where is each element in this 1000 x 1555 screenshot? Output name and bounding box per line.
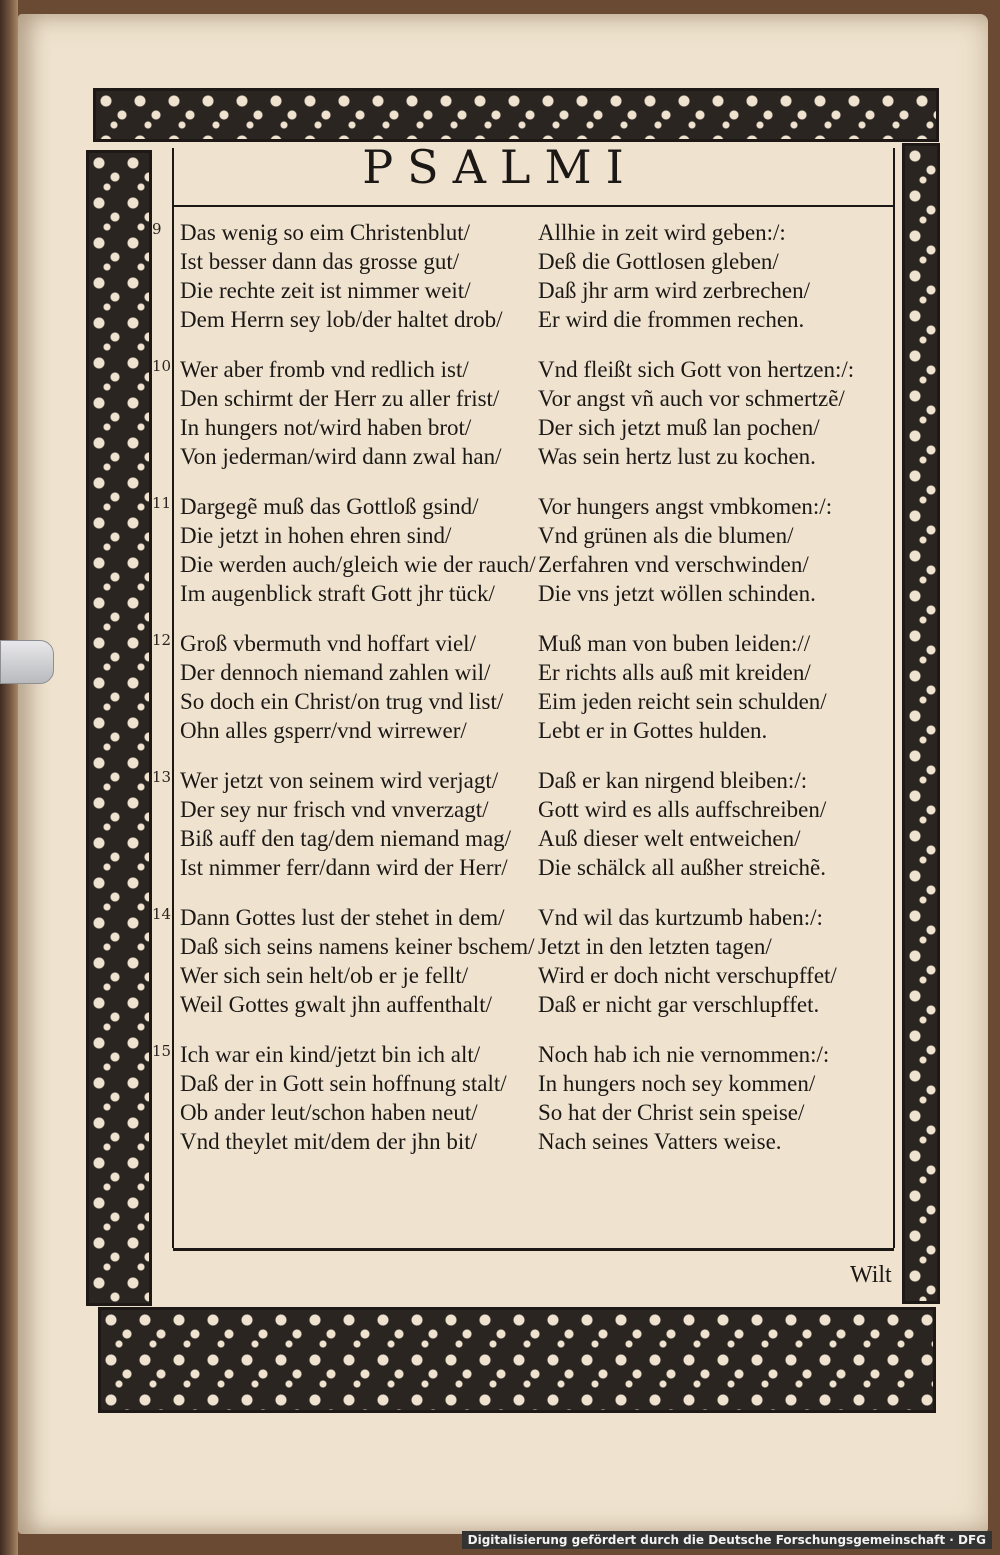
verse-line: [180, 932, 900, 961]
verse-line: [180, 687, 900, 716]
verse-line: [180, 276, 900, 305]
verse-line-second-half: Vnd grünen als die blumen/: [538, 522, 794, 548]
ornament-border-top: [93, 88, 939, 142]
verse-line-second-half: Lebt er in Gottes hulden.: [538, 717, 768, 743]
verse-line-second-half: Er wird die frommen rechen.: [538, 306, 805, 332]
verse-line-second-half: Daß jhr arm wird zerbrechen/: [538, 277, 811, 303]
verse-line-first-half: Ohn alles gsperr/vnd wirrewer/: [180, 717, 467, 743]
verse-line: [180, 1127, 900, 1156]
verse-line-first-half: So doch ein Christ/on trug vnd list/: [180, 688, 504, 714]
verse-line: [180, 961, 900, 990]
verse-line: [180, 990, 900, 1019]
verse-line-first-half: Der dennoch niemand zahlen wil/: [180, 659, 491, 685]
verse-line: [180, 218, 900, 247]
ornament-border-left: [86, 150, 152, 1306]
verse-line-second-half: Der sich jetzt muß lan pochen/: [538, 414, 820, 440]
verse-line-second-half: Vor hungers angst vmbkomen:/:: [538, 493, 833, 519]
stanza: [152, 766, 900, 882]
verse-line-first-half: Weil Gottes gwalt jhn auffenthalt/: [180, 991, 492, 1017]
book-spine-edge: [0, 0, 18, 1555]
verse-line: [180, 1069, 900, 1098]
ornament-border-bottom: [98, 1307, 936, 1413]
verse-line-first-half: Groß vbermuth vnd hoffart viel/: [180, 630, 476, 656]
verse-line-first-half: Ist nimmer ferr/dann wird der Herr/: [180, 854, 508, 880]
verse-line: [180, 1040, 900, 1069]
psalm-text: [152, 218, 900, 1177]
verse-line: [180, 766, 900, 795]
verse-line-second-half: Wird er doch nicht verschupffet/: [538, 962, 837, 988]
page-clip: [0, 640, 54, 684]
verse-line-first-half: Das wenig so eim Christenblut/: [180, 219, 471, 245]
verse-line-first-half: Dem Herrn sey lob/der haltet drob/: [180, 306, 503, 332]
verse-number: 11: [152, 494, 172, 512]
digitization-credit: Digitalisierung gefördert durch die Deutsche Forschungsgemeinschaft · DFG: [462, 1531, 992, 1549]
verse-line-second-half: Jetzt in den letzten tagen/: [538, 933, 772, 959]
verse-line: [180, 629, 900, 658]
verse-line: [180, 305, 900, 334]
verse-line-second-half: In hungers noch sey kommen/: [538, 1070, 816, 1096]
verse-line-first-half: Biß auff den tag/dem niemand mag/: [180, 825, 512, 851]
stanza: [152, 492, 900, 608]
verse-line: [180, 903, 900, 932]
verse-line: [180, 384, 900, 413]
verse-line-first-half: Daß der in Gott sein hoffnung stalt/: [180, 1070, 507, 1096]
verse-number: 10: [152, 357, 172, 375]
verse-number: 12: [152, 631, 172, 649]
verse-line-second-half: Er richts alls auß mit kreiden/: [538, 659, 811, 685]
verse-line-second-half: Deß die Gottlosen gleben/: [538, 248, 779, 274]
verse-line-first-half: In hungers not/wird haben brot/: [180, 414, 472, 440]
verse-line-second-half: Daß er nicht gar verschlupffet.: [538, 991, 820, 1017]
verse-line-first-half: Wer jetzt von seinem wird verjagt/: [180, 767, 499, 793]
verse-line-second-half: Allhie in zeit wird geben:/:: [538, 219, 786, 245]
stanza: [152, 355, 900, 471]
verse-line: [180, 716, 900, 745]
verse-number: 15: [152, 1042, 172, 1060]
catchword: Wilt: [850, 1262, 892, 1288]
verse-line: [180, 442, 900, 471]
verse-line: [180, 521, 900, 550]
stanza: [152, 218, 900, 334]
verse-number: 13: [152, 768, 172, 786]
verse-line-first-half: Im augenblick straft Gott jhr tück/: [180, 580, 495, 606]
stanza: [152, 1040, 900, 1156]
verse-line-second-half: Nach seines Vatters weise.: [538, 1128, 782, 1154]
verse-line-second-half: Gott wird es alls auffschreiben/: [538, 796, 827, 822]
stanza: [152, 903, 900, 1019]
ornament-border-right: [902, 143, 940, 1304]
verse-line-first-half: Wer aber fromb vnd redlich ist/: [180, 356, 469, 382]
verse-line: [180, 247, 900, 276]
verse-line-second-half: So hat der Christ sein speise/: [538, 1099, 805, 1125]
verse-line-first-half: Ob ander leut/schon haben neut/: [180, 1099, 478, 1125]
verse-line-second-half: Auß dieser welt entweichen/: [538, 825, 801, 851]
verse-line-first-half: Die jetzt in hohen ehren sind/: [180, 522, 452, 548]
verse-line-second-half: Vnd wil das kurtzumb haben:/:: [538, 904, 823, 930]
verse-line-second-half: Was sein hertz lust zu kochen.: [538, 443, 816, 469]
verse-line-second-half: Vnd fleißt sich Gott von hertzen:/:: [538, 356, 855, 382]
frame-rule-bottom: [173, 1248, 894, 1251]
frame-rule-top: [173, 205, 894, 207]
frame-rule-left: [172, 148, 174, 1248]
verse-line: [180, 550, 900, 579]
verse-line-first-half: Den schirmt der Herr zu aller frist/: [180, 385, 500, 411]
verse-line-first-half: Der sey nur frisch vnd vnverzagt/: [180, 796, 489, 822]
verse-line: [180, 355, 900, 384]
verse-line-second-half: Die vns jetzt wöllen schinden.: [538, 580, 816, 606]
verse-line: [180, 795, 900, 824]
stanza: [152, 629, 900, 745]
verse-line-first-half: Vnd theylet mit/dem der jhn bit/: [180, 1128, 478, 1154]
verse-line-first-half: Daß sich seins namens keiner bschem/: [180, 933, 535, 959]
verse-line: [180, 824, 900, 853]
verse-line-second-half: Noch hab ich nie vernommen:/:: [538, 1041, 830, 1067]
verse-line-first-half: Die werden auch/gleich wie der rauch/: [180, 551, 536, 577]
verse-line-first-half: Wer sich sein helt/ob er je fellt/: [180, 962, 469, 988]
verse-line-second-half: Muß man von buben leiden://: [538, 630, 811, 656]
verse-line-second-half: Zerfahren vnd verschwinden/: [538, 551, 809, 577]
verse-line: [180, 853, 900, 882]
verse-number: 14: [152, 905, 172, 923]
verse-line: [180, 492, 900, 521]
verse-line-first-half: Die rechte zeit ist nimmer weit/: [180, 277, 471, 303]
verse-line-second-half: Eim jeden reicht sein schulden/: [538, 688, 827, 714]
verse-line-first-half: Dargegẽ muß das Gottloß gsind/: [180, 493, 479, 519]
verse-line-first-half: Ich war ein kind/jetzt bin ich alt/: [180, 1041, 481, 1067]
verse-line-second-half: Die schälck all außher streichẽ.: [538, 854, 827, 880]
page-title: PSALMI: [362, 140, 638, 194]
verse-line-first-half: Ist besser dann das grosse gut/: [180, 248, 460, 274]
verse-line-first-half: Dann Gottes lust der stehet in dem/: [180, 904, 505, 930]
verse-line: [180, 413, 900, 442]
verse-line: [180, 1098, 900, 1127]
verse-line-second-half: Daß er kan nirgend bleiben:/:: [538, 767, 808, 793]
verse-line-second-half: Vor angst vñ auch vor schmertzẽ/: [538, 385, 845, 411]
verse-line: [180, 658, 900, 687]
verse-number: 9: [152, 220, 162, 238]
verse-line: [180, 579, 900, 608]
verse-line-first-half: Von jederman/wird dann zwal han/: [180, 443, 502, 469]
